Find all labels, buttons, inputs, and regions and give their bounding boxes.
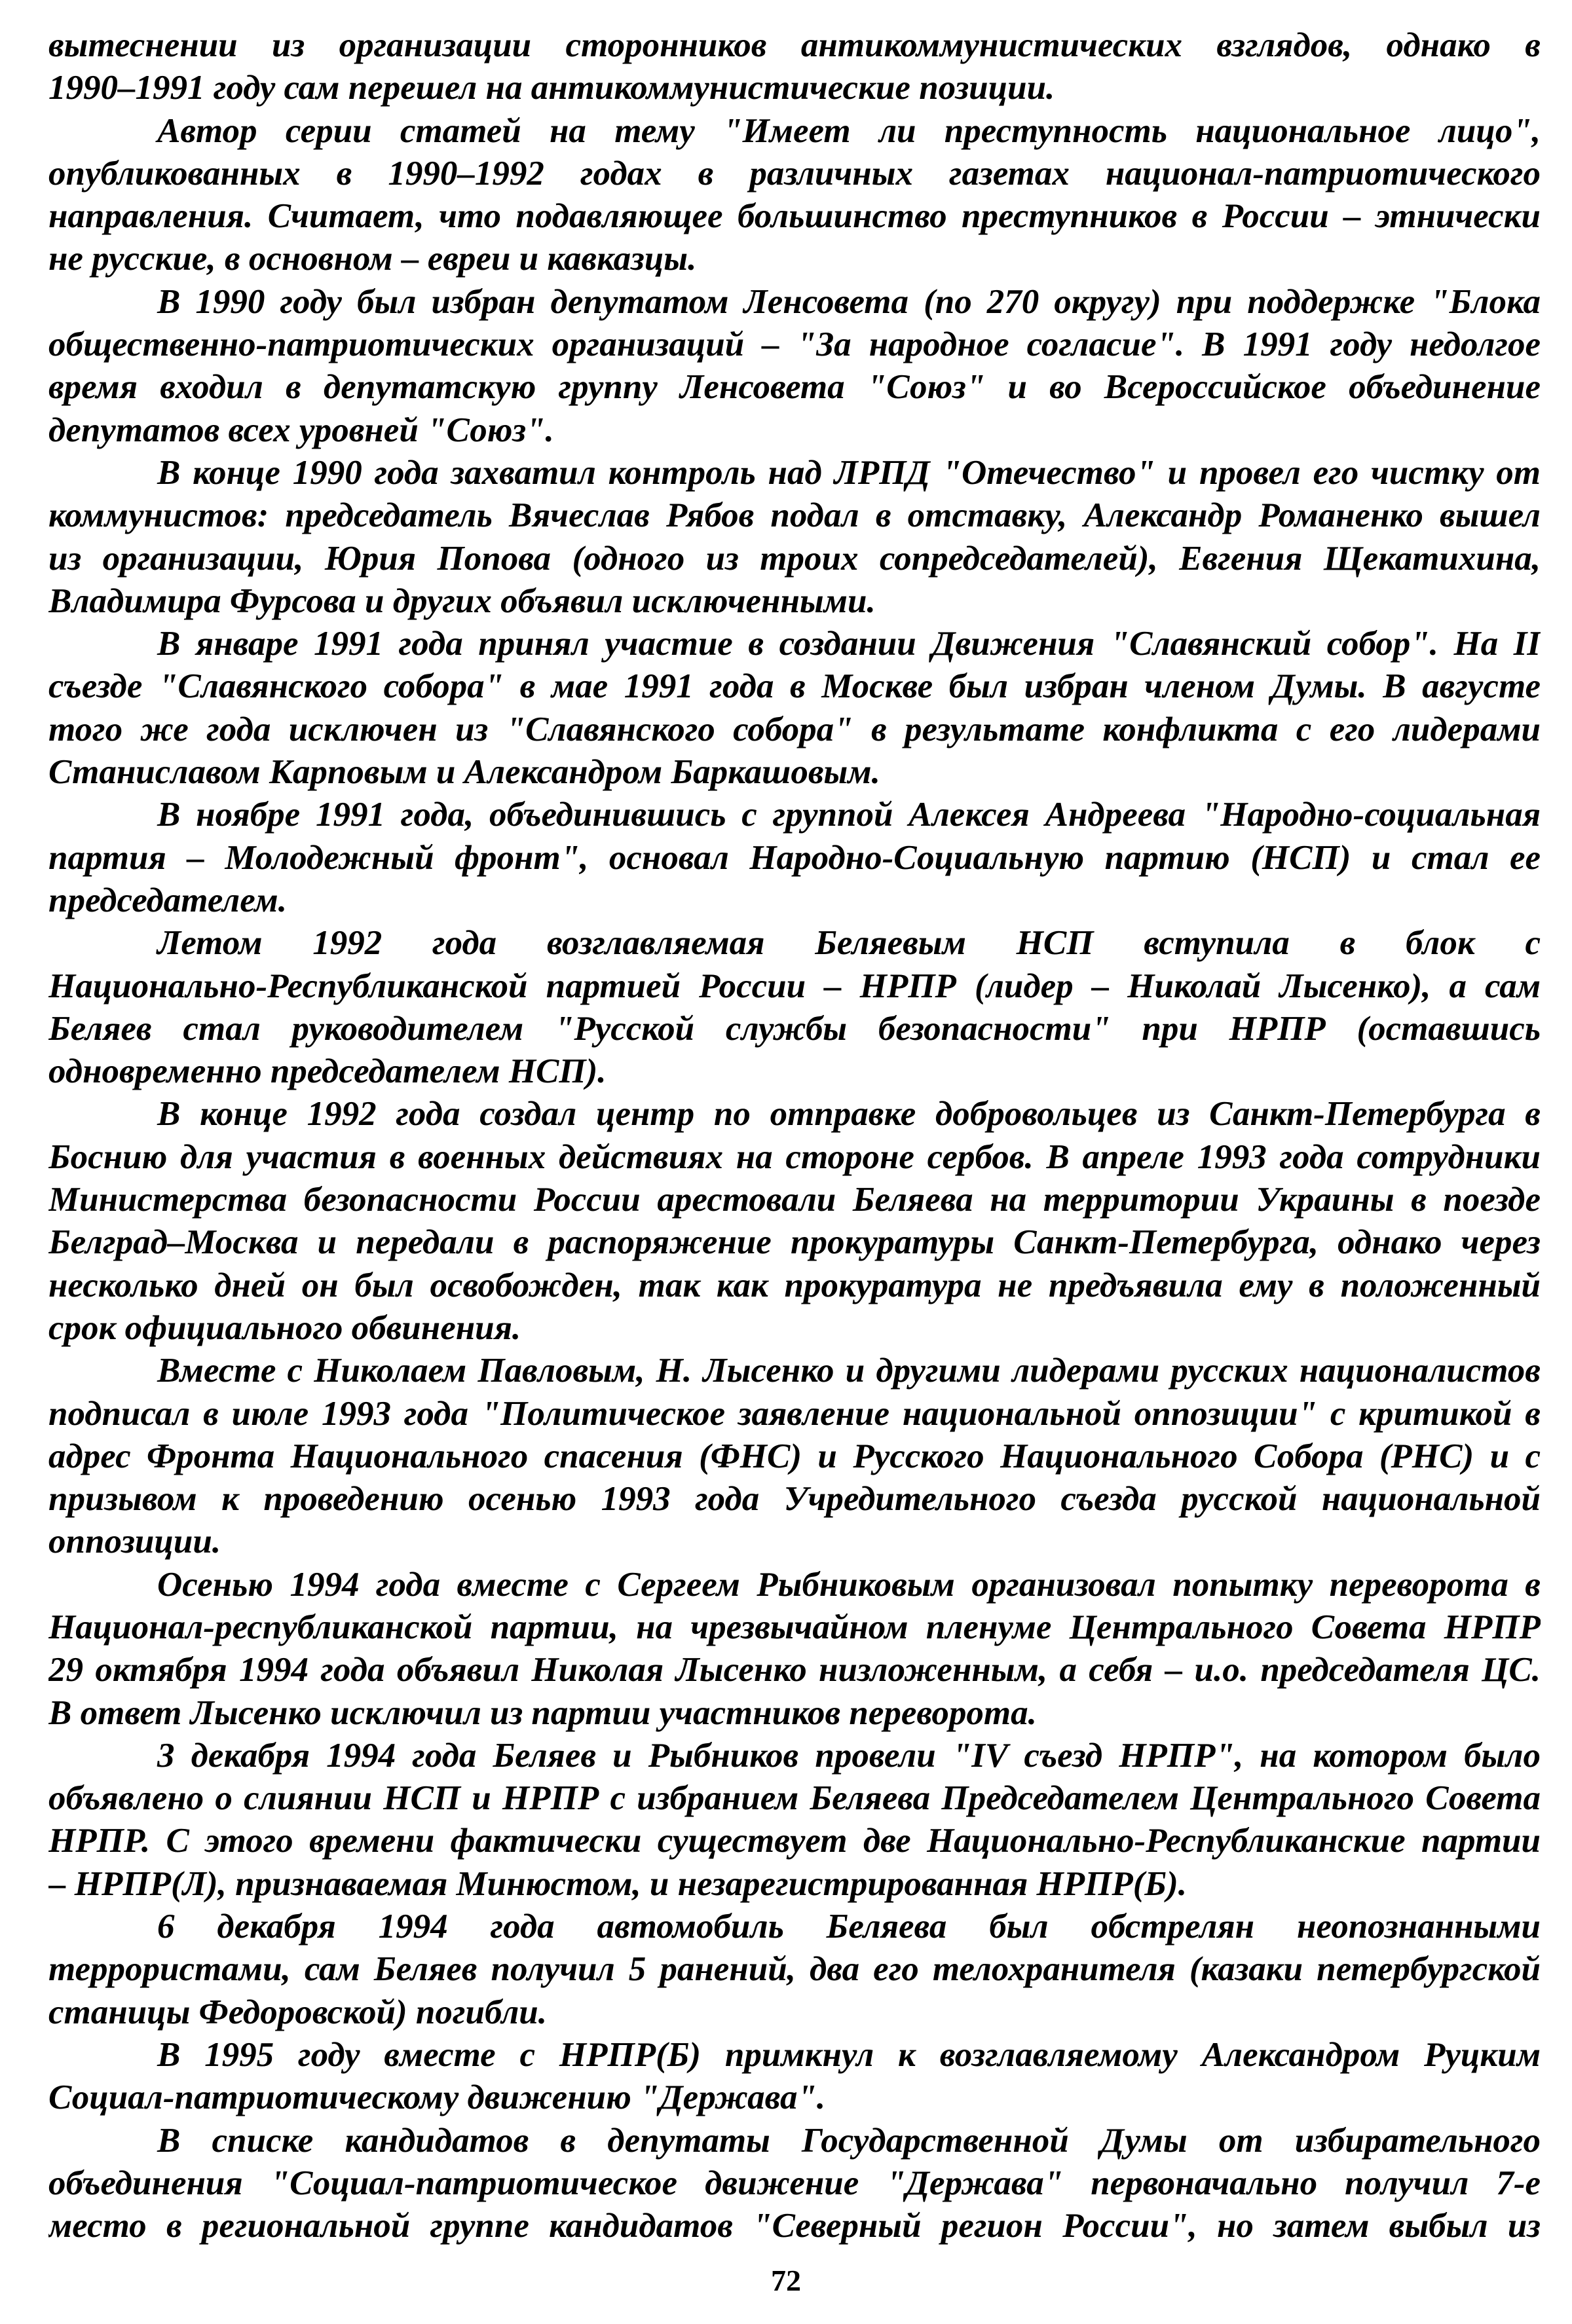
- text-line: Национал-республиканской партии, на чрезвычайном пленуме Центрального Совета НРПР: [48, 1608, 1541, 1646]
- text-line: В 1995 году вместе с НРПР(Б) примкнул к возглавляемому Александром Руцким: [157, 2035, 1541, 2074]
- text-line: объединения "Социал-патриотическое движение "Держава" первоначально получил 7-е: [48, 2164, 1541, 2202]
- paragraph: [48, 452, 1541, 623]
- text-line: съезде "Славянского собора" в мае 1991 года в Москве был избран членом Думы. В августе: [48, 667, 1541, 706]
- text-line: оппозиции.: [48, 1522, 221, 1561]
- text-line: Социал-патриотическому движению "Держава".: [48, 2078, 826, 2117]
- page-number: 72: [771, 2264, 801, 2297]
- text-line: 3 декабря 1994 года Беляев и Рыбников провели "IV съезд НРПР", на котором было: [157, 1736, 1541, 1775]
- text-line: станицы Федоровской) погибли.: [48, 1993, 547, 2031]
- text-line: опубликованных в 1990–1992 годах в различных газетах национал-патриотического: [48, 154, 1541, 193]
- text-line: В 1990 году был избран депутатом Ленсовета (по 270 округу) при поддержке "Блока: [157, 282, 1541, 321]
- text-line: Осенью 1994 года вместе с Сергеем Рыбниковым организовал попытку переворота в: [157, 1565, 1541, 1604]
- text-line: одновременно председателем НСП).: [48, 1052, 607, 1091]
- text-line: Станиславом Карповым и Александром Баркашовым.: [48, 753, 880, 792]
- text-line: общественно-патриотических организаций – "За народное согласие". В 1991 году недолгое: [48, 325, 1541, 364]
- text-line: В ноябре 1991 года, объединившись с группой Алексея Андреева "Народно-социальная: [157, 796, 1541, 834]
- text-line: место в региональной группе кандидатов "Северный регион России", но затем выбыл из: [48, 2207, 1541, 2245]
- text-line: коммунистов: председатель Вячеслав Рябов подал в отставку, Александр Романенко вышел: [48, 496, 1541, 535]
- text-line: 29 октября 1994 года объявил Николая Лысенко низложенным, а себя – и.о. председателя ЦС.: [48, 1651, 1541, 1689]
- text-line: В январе 1991 года принял участие в создании Движения "Славянский собор". На II: [157, 625, 1541, 663]
- paragraph: [48, 1735, 1541, 1906]
- text-line: В ответ Лысенко исключил из партии участников переворота.: [48, 1693, 1037, 1732]
- paragraph: [48, 1906, 1541, 2034]
- text-line: Летом 1992 года возглавляемая Беляевым НСП вступила в блок с: [157, 924, 1541, 963]
- paragraph: [48, 922, 1541, 1093]
- text-line: Боснию для участия в военных действиях на стороне сербов. В апреле 1993 года сотрудники: [48, 1137, 1541, 1176]
- text-line: Белград–Москва и передали в распоряжение прокуратуры Санкт-Петербурга, однако через: [48, 1223, 1541, 1262]
- text-line: из организации, Юрия Попова (одного из троих сопредседателей), Евгения Щекатихина,: [48, 539, 1541, 578]
- text-line: Беляев стал руководителем "Русской службы безопасности" при НРПР (оставшись: [48, 1009, 1541, 1048]
- paragraph: [48, 24, 1541, 110]
- paragraph: [48, 281, 1541, 452]
- text-line: Национально-Республиканской партией России – НРПР (лидер – Николай Лысенко), а сам: [48, 967, 1541, 1005]
- text-line: подписал в июле 1993 года "Политическое заявление национальной оппозиции" с критикой в: [48, 1394, 1541, 1433]
- text-line: 1990–1991 году сам перешел на антикоммунистические позиции.: [48, 69, 1055, 107]
- text-line: время входил в депутатскую группу Ленсовета "Союз" и во Всероссийское объединение: [48, 368, 1541, 407]
- text-line: направления. Считает, что подавляющее большинство преступников в России – этнически: [48, 197, 1541, 236]
- text-line: того же года исключен из "Славянского собора" в результате конфликта с его лидерами: [48, 710, 1541, 748]
- paragraph: [48, 1350, 1541, 1563]
- page-body-text: [48, 24, 1541, 2247]
- text-line: объявлено о слиянии НСП и НРПР с избранием Беляева Председателем Центрального Совета: [48, 1779, 1541, 1818]
- text-line: 6 декабря 1994 года автомобиль Беляева был обстрелян неопознанными: [157, 1908, 1541, 1946]
- text-line: Министерства безопасности России арестовали Беляева на территории Украины в поезде: [48, 1181, 1541, 1219]
- text-line: не русские, в основном – евреи и кавказцы.: [48, 240, 697, 278]
- text-line: В конце 1990 года захватил контроль над ЛРПД "Отечество" и провел его чистку от: [157, 453, 1541, 492]
- text-line: призывом к проведению осенью 1993 года Учредительного съезда русской национальной: [48, 1480, 1541, 1519]
- text-line: вытеснении из организации сторонников антикоммунистических взглядов, однако в: [48, 26, 1541, 64]
- text-line: НРПР. С этого времени фактически существует две Национально-Республиканские партии: [48, 1822, 1541, 1860]
- text-line: – НРПР(Л), признаваемая Минюстом, и незарегистрированная НРПР(Б).: [48, 1864, 1187, 1903]
- text-line: депутатов всех уровней "Союз".: [48, 411, 554, 449]
- text-line: Вместе с Николаем Павловым, Н. Лысенко и другими лидерами русских националистов: [157, 1352, 1541, 1390]
- text-line: адрес Фронта Национального спасения (ФНС) и Русского Национального Собора (РНС) и с: [48, 1437, 1541, 1475]
- paragraph: [48, 2034, 1541, 2120]
- text-line: председателем.: [48, 881, 287, 919]
- paragraph: [48, 1564, 1541, 1735]
- paragraph: [48, 623, 1541, 794]
- text-line: партия – Молодежный фронт", основал Народно-Социальную партию (НСП) и стал ее: [48, 838, 1541, 877]
- text-line: несколько дней он был освобожден, так как прокуратура не предъявила ему в положенный: [48, 1266, 1541, 1304]
- text-line: Автор серии статей на тему "Имеет ли преступность национальное лицо",: [157, 111, 1541, 150]
- text-line: срок официального обвинения.: [48, 1308, 521, 1347]
- paragraph: [48, 110, 1541, 281]
- paragraph: [48, 794, 1541, 922]
- paragraph: [48, 1093, 1541, 1350]
- text-line: террористами, сам Беляев получил 5 ранений, два его телохранителя (казаки петербургской: [48, 1950, 1541, 1989]
- text-line: В конце 1992 года создал центр по отправке добровольцев из Санкт-Петербурга в: [157, 1095, 1541, 1134]
- paragraph: [48, 2120, 1541, 2248]
- text-line: В списке кандидатов в депутаты Государственной Думы от избирательного: [157, 2121, 1541, 2160]
- text-line: Владимира Фурсова и других объявил исключенными.: [48, 581, 876, 620]
